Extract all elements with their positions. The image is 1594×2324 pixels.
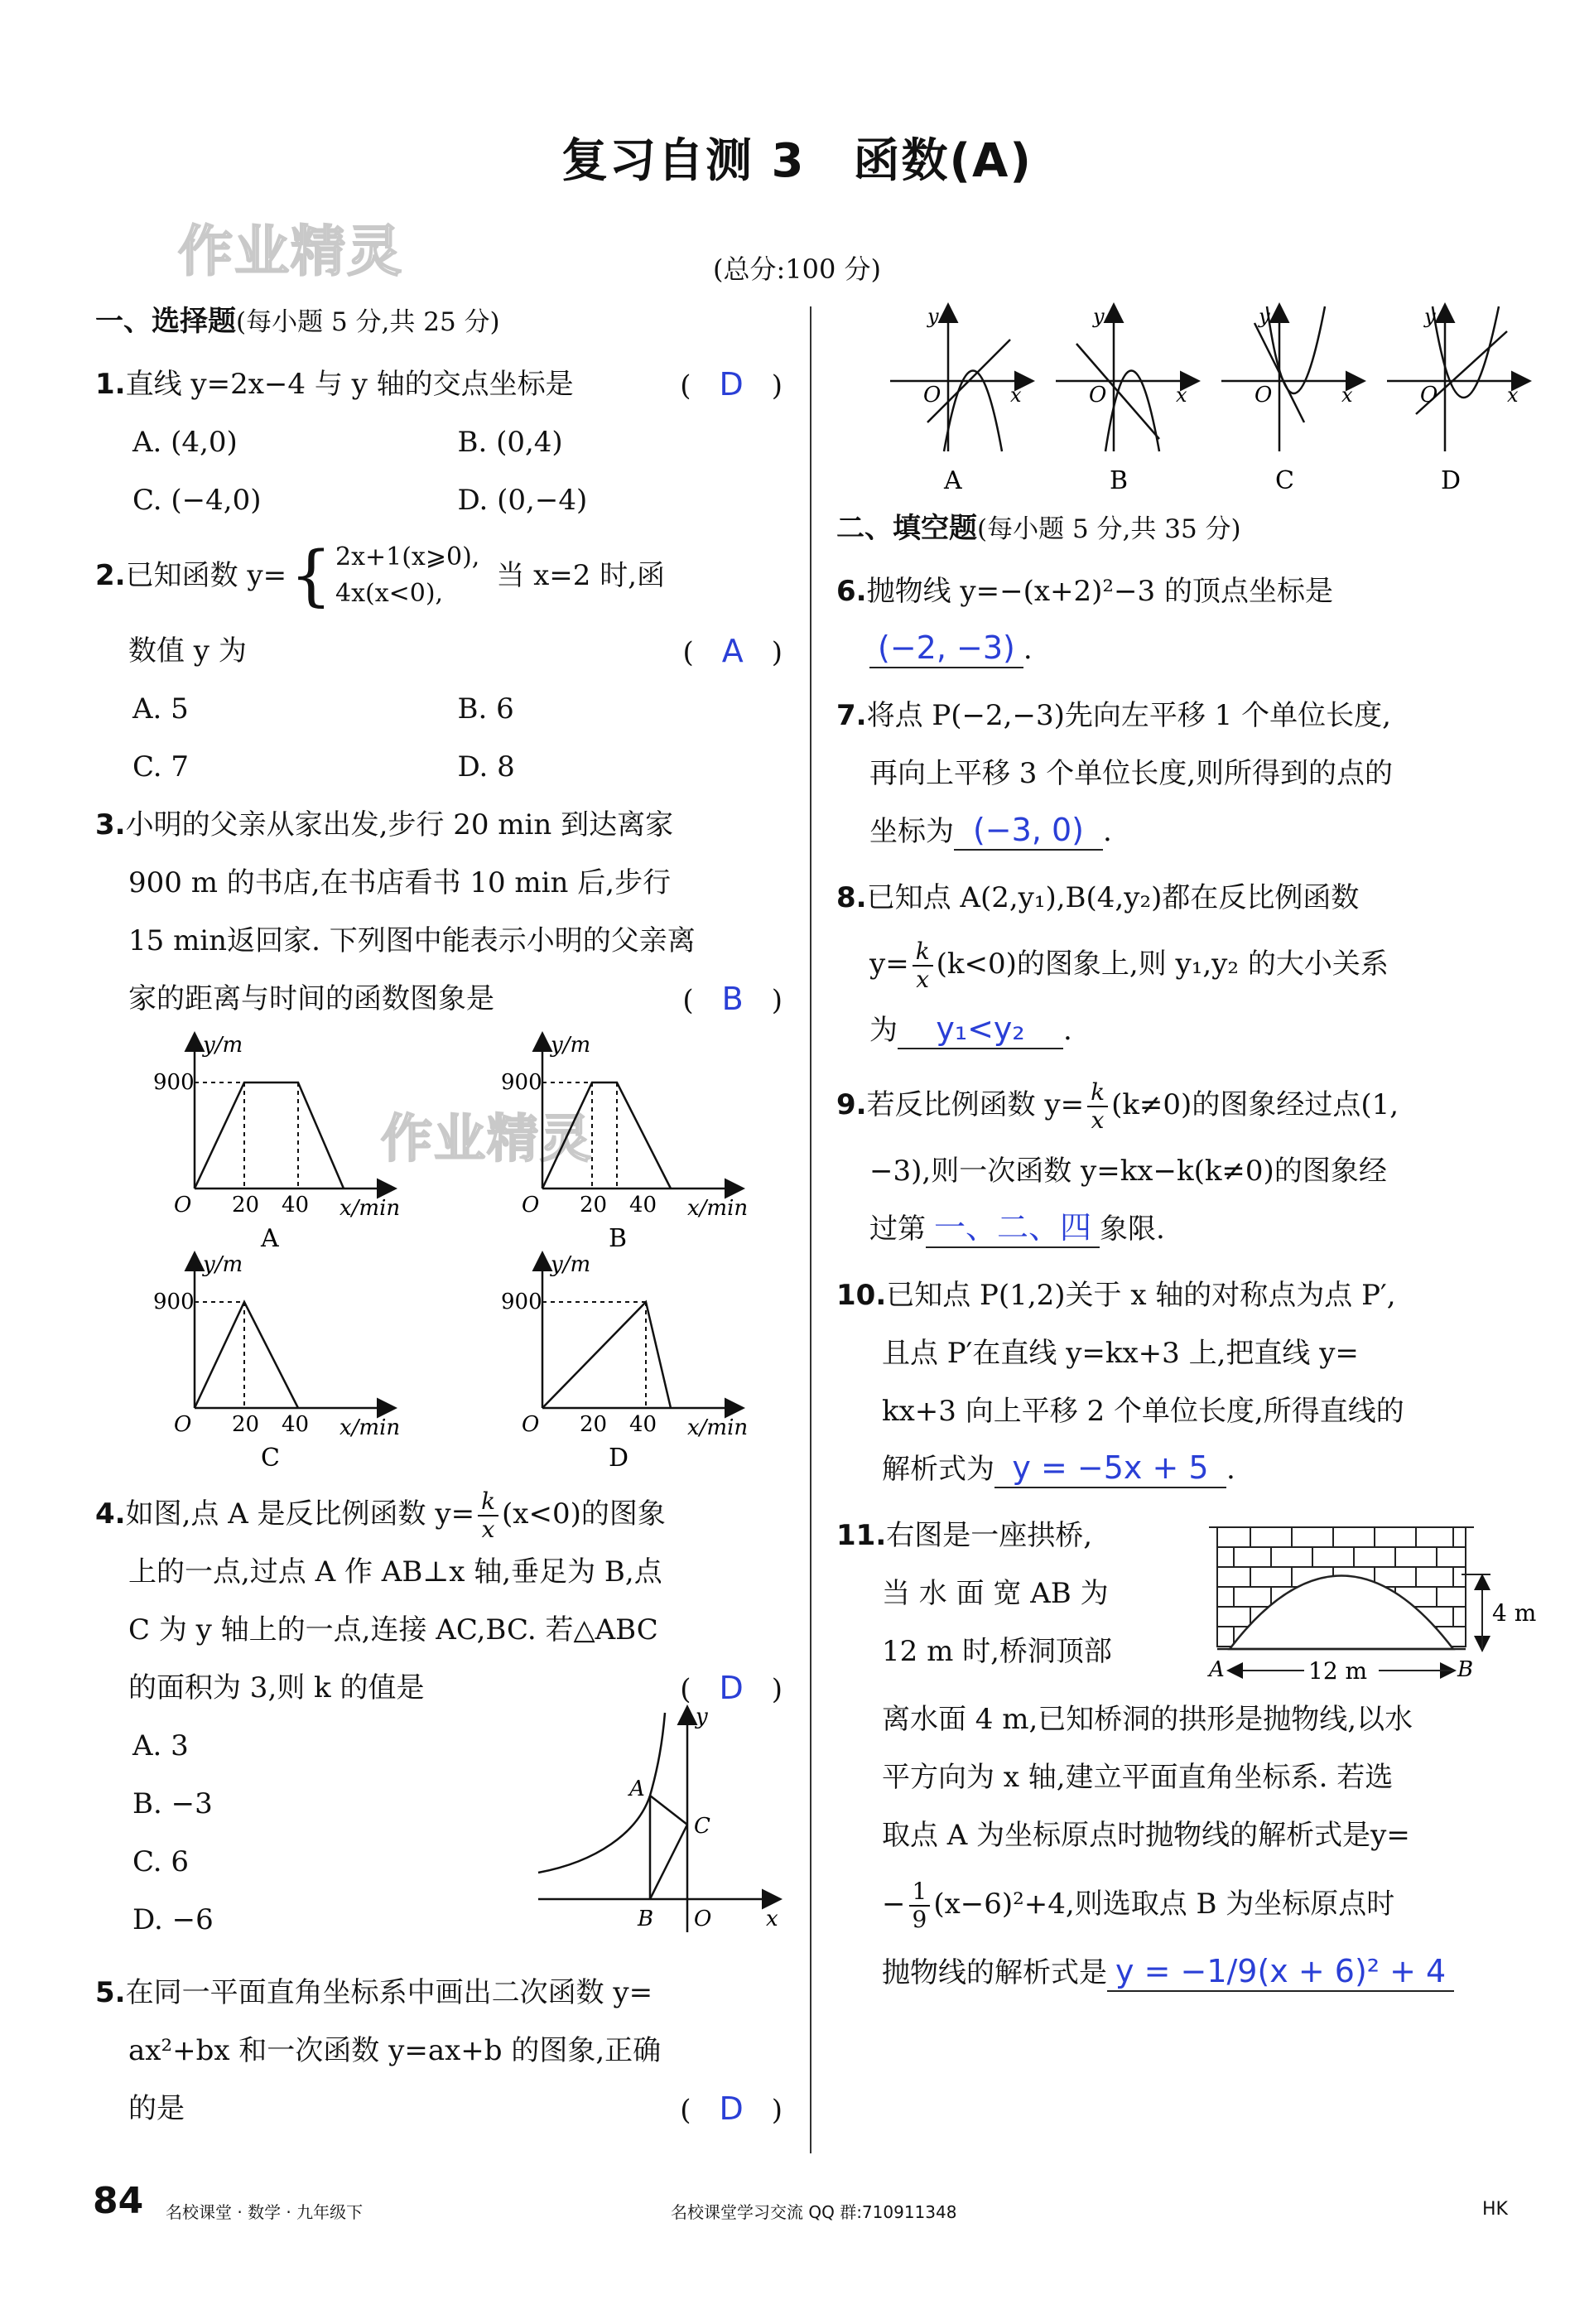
question-text: 已知函数 y= (125, 559, 287, 592)
svg-text:x/min: x/min (687, 1415, 749, 1440)
svg-text:900: 900 (153, 1070, 195, 1095)
svg-text:O: O (174, 1412, 192, 1437)
edition-tag: HK (1482, 2199, 1508, 2220)
svg-text:A: A (944, 466, 962, 495)
question-text: 右图是一座拱桥, (886, 1519, 1093, 1552)
answer: B (721, 981, 744, 1017)
answer-bracket: ( D ) (680, 366, 783, 403)
question-text: 已知点 P(1,2)关于 x 轴的对称点为点 P′, (886, 1279, 1396, 1312)
svg-text:20: 20 (232, 1412, 260, 1437)
svg-text:x: x (1010, 383, 1022, 407)
answer-bracket: ( A ) (682, 633, 783, 669)
answer-bracket: ( D ) (680, 2090, 783, 2127)
svg-text:D: D (1441, 466, 1462, 495)
case-2: 4x(x<0), (335, 579, 444, 608)
q5-graphs (886, 298, 1582, 497)
svg-text:y: y (1424, 305, 1436, 328)
option-b: B. (0,4) (457, 426, 563, 459)
column-divider (810, 306, 811, 2153)
question-text: 已知点 A(2,y₁),B(4,y₂)都在反比例函数 (866, 881, 1360, 914)
question-number: 4. (95, 1497, 126, 1531)
question-9-answer-line: 过第 一、二、四 象限. (836, 1200, 1532, 1258)
question-number: 7. (836, 699, 867, 732)
svg-text:y: y (927, 305, 939, 328)
question-number: 6. (836, 575, 867, 608)
total-score: (总分:100 分) (712, 253, 881, 285)
svg-text:O: O (923, 383, 941, 407)
question-text: 直线 y=2x−4 与 y 轴的交点坐标是 (125, 368, 574, 401)
q5-graph-a (890, 305, 1031, 495)
svg-text:900: 900 (501, 1290, 542, 1314)
piecewise-cases (335, 539, 479, 612)
section-choice-title: 一、选择题(每小题 5 分,共 25 分) (95, 305, 500, 338)
question-text: 再向上平移 3 个单位长度,则所得到的点的 (869, 757, 1394, 790)
graph-b (501, 1033, 748, 1253)
svg-text:20: 20 (580, 1412, 608, 1437)
svg-text:x: x (1176, 383, 1187, 407)
question-5 (95, 1964, 783, 2022)
svg-text:40: 40 (282, 1412, 310, 1437)
question-11-answer-line: 抛物线的解析式是 y = −1/9(x + 6)² + 4 (836, 1944, 1532, 2002)
svg-text:y: y (696, 1704, 708, 1729)
svg-text:x: x (1507, 383, 1519, 407)
question-text: 抛物线 y=−(x+2)²−3 的顶点坐标是 (866, 575, 1333, 608)
svg-text:y/m: y/m (203, 1033, 243, 1058)
question-text: 12 m 时,桥洞顶部 (882, 1635, 1112, 1668)
svg-text:20: 20 (580, 1193, 608, 1217)
question-text: 离水面 4 m,已知桥洞的拱形是抛物线,以水 (882, 1703, 1413, 1736)
svg-text:40: 40 (629, 1412, 657, 1437)
question-text: 平方向为 x 轴,建立平面直角坐标系. 若选 (882, 1761, 1394, 1794)
question-text: 小明的父亲从家出发,步行 20 min 到达离家 (125, 808, 674, 841)
question-6 (836, 562, 1532, 620)
q5-graph-b (1056, 305, 1197, 495)
svg-text:O: O (1254, 383, 1273, 407)
question-3-last-line (95, 970, 783, 1028)
fraction: $\frac{k}{x}$ (478, 1488, 498, 1543)
question-text: 且点 P′在直线 y=kx+3 上,把直线 y= (882, 1337, 1359, 1370)
question-text: ax²+bx 和一次函数 y=ax+b 的图象,正确 (128, 2034, 662, 2067)
svg-text:B: B (1110, 466, 1129, 495)
svg-text:900: 900 (153, 1290, 195, 1314)
answer-blank: (−3, 0) (954, 811, 1103, 851)
svg-text:y/m: y/m (551, 1033, 591, 1058)
svg-text:40: 40 (629, 1193, 657, 1217)
question-text: 当 x=2 时,函 (496, 559, 666, 592)
fraction: $\frac{k}{x}$ (913, 938, 933, 993)
svg-text:x: x (1341, 383, 1353, 407)
answer-blank: y₁<y₂ (898, 1010, 1063, 1049)
option-d: D. −6 (132, 1903, 214, 1936)
section-fill-title: 二、填空题(每小题 5 分,共 35 分) (836, 512, 1241, 545)
question-text: 的面积为 3,则 k 的值是 (128, 1671, 425, 1704)
question-text: −3),则一次函数 y=kx−k(k≠0)的图象经 (869, 1155, 1387, 1188)
question-8 (836, 869, 1532, 927)
svg-text:4 m: 4 m (1492, 1599, 1537, 1627)
page-title: 复习自测 3 函数(A) (561, 134, 1033, 188)
svg-text:C: C (694, 1814, 710, 1839)
option-b: B. 6 (457, 692, 514, 726)
answer-bracket: ( B ) (682, 981, 783, 1017)
option-d: D. 8 (457, 750, 515, 784)
question-8-line-2: y= $\frac{k}{x}$ (k<0)的图象上,则 y₁,y₂ 的大小关系 (869, 938, 1389, 993)
question-number: 5. (95, 1976, 126, 2009)
question-4 (95, 1485, 783, 1543)
question-text: 15 min返回家. 下列图中能表示小明的父亲离 (128, 924, 696, 957)
svg-text:O: O (522, 1412, 540, 1437)
question-number: 11. (836, 1519, 887, 1552)
question-10 (836, 1266, 1532, 1324)
option-b: B. −3 (132, 1787, 213, 1820)
question-11 (836, 1507, 1537, 2002)
book-name: 名校课堂 · 数学 · 九年级下 (166, 2202, 364, 2222)
svg-text:O: O (1089, 383, 1107, 407)
svg-text:x: x (766, 1907, 778, 1931)
answer: D (719, 1670, 744, 1706)
question-text: 900 m 的书店,在书店看书 10 min 后,步行 (128, 866, 672, 899)
left-column (95, 298, 783, 2138)
option-a: A. (4,0) (132, 426, 238, 459)
question-8-answer-line: 为 y₁<y₂ . (836, 1001, 1532, 1059)
svg-text:D: D (609, 1444, 629, 1473)
svg-text:12 m: 12 m (1308, 1657, 1368, 1685)
question-number: 2. (95, 559, 126, 592)
graph-d (501, 1252, 748, 1473)
question-6-answer-line: (−2, −3) . (836, 620, 1532, 678)
options-row (95, 680, 783, 738)
question-text: 的是 (128, 2092, 185, 2125)
graph-c (153, 1252, 400, 1473)
answer-blank: 一、二、四 (926, 1208, 1100, 1248)
question-text: (x<0)的图象 (502, 1497, 666, 1531)
svg-text:A: A (629, 1777, 645, 1801)
question-text: 家的距离与时间的函数图象是 (128, 982, 494, 1015)
options-row (95, 471, 783, 529)
answer-blank: y = −5x + 5 (994, 1449, 1226, 1488)
q5-graph-c (1221, 305, 1362, 495)
watermark-top: 作业精灵 (178, 219, 403, 283)
graph-a (153, 1033, 400, 1253)
question-1 (95, 355, 783, 413)
question-text: 当 水 面 宽 AB 为 (882, 1577, 1109, 1610)
answer-bracket: ( D ) (680, 1670, 783, 1706)
svg-text:B: B (638, 1907, 654, 1931)
svg-text:O: O (522, 1193, 540, 1217)
answer: D (719, 2090, 744, 2127)
option-c: C. (−4,0) (132, 484, 262, 517)
question-7-answer-line: 坐标为 (−3, 0) . (836, 803, 1532, 861)
svg-text:20: 20 (232, 1193, 260, 1217)
question-7 (836, 687, 1532, 745)
piecewise-brace: { (290, 537, 332, 614)
case-1: 2x+1(x⩾0), (335, 542, 480, 571)
question-text: 在同一平面直角坐标系中画出二次函数 y= (125, 1976, 653, 2009)
options-row (95, 413, 783, 471)
q5-graph-d (1387, 305, 1528, 495)
question-number: 1. (95, 368, 126, 401)
svg-text:A: A (261, 1224, 279, 1253)
question-10-answer-line: 解析式为 y = −5x + 5 . (836, 1440, 1532, 1498)
fraction: $\frac{k}{x}$ (1087, 1079, 1108, 1134)
question-2-line-2 (95, 622, 783, 680)
svg-text:O: O (1420, 383, 1438, 407)
option-a: A. 5 (132, 692, 189, 726)
svg-text:y/m: y/m (203, 1252, 243, 1277)
question-9: 9.若反比例函数 y= $\frac{k}{x}$ (k≠0)的图象经过点(1, (836, 1078, 1399, 1134)
svg-text:O: O (694, 1907, 712, 1931)
question-3 (95, 796, 783, 854)
q3-graphs (95, 1031, 783, 1478)
question-number: 8. (836, 881, 867, 914)
option-c: C. 6 (132, 1845, 190, 1878)
question-5-last-line (95, 2080, 783, 2138)
answer-blank: y = −1/9(x + 6)² + 4 (1107, 1952, 1454, 1992)
question-text: 数值 y 为 (128, 634, 247, 668)
svg-text:C: C (261, 1444, 280, 1473)
question-text: 上的一点,过点 A 作 AB⊥x 轴,垂足为 B,点 (128, 1555, 662, 1589)
svg-text:x/min: x/min (340, 1196, 401, 1221)
option-a: A. 3 (132, 1729, 189, 1762)
answer-blank: (−2, −3) (869, 629, 1023, 668)
question-2 (95, 539, 783, 612)
svg-text:y: y (1259, 305, 1270, 328)
question-text: 如图,点 A 是反比例函数 y= (125, 1497, 475, 1531)
q4-figure (530, 1700, 795, 1941)
right-column (836, 298, 1537, 2002)
svg-text:O: O (174, 1193, 192, 1217)
svg-text:C: C (1275, 466, 1294, 495)
options-row (95, 738, 783, 796)
answer: A (721, 633, 744, 669)
svg-text:A: A (1209, 1657, 1225, 1682)
fraction: $\frac{1}{9}$ (909, 1878, 931, 1933)
bridge-figure (1201, 1507, 1557, 1705)
svg-text:900: 900 (501, 1070, 542, 1095)
qq-group: 名校课堂学习交流 QQ 群:710911348 (671, 2202, 957, 2222)
question-text: C 为 y 轴上的一点,连接 AC,BC. 若△ABC (128, 1613, 658, 1647)
answer: D (719, 366, 744, 403)
svg-text:B: B (609, 1224, 628, 1253)
svg-text:x/min: x/min (687, 1196, 749, 1221)
question-number: 3. (95, 808, 126, 841)
page-number: 84 (93, 2180, 144, 2222)
question-11-fraction-line: − $\frac{1}{9}$ (x−6)²+4,则选取点 B 为坐标原点时 (882, 1878, 1395, 1933)
question-text: kx+3 向上平移 2 个单位长度,所得直线的 (882, 1395, 1404, 1428)
option-d: D. (0,−4) (457, 484, 588, 517)
svg-text:x/min: x/min (340, 1415, 401, 1440)
question-number: 9. (836, 1088, 867, 1121)
watermark-middle: 作业精灵 (381, 1108, 594, 1169)
question-number: 10. (836, 1279, 887, 1312)
option-c: C. 7 (132, 750, 190, 784)
svg-text:40: 40 (282, 1193, 310, 1217)
q4-options-and-figure (95, 1704, 783, 1949)
svg-text:B: B (1457, 1657, 1474, 1682)
question-text: 将点 P(−2,−3)先向左平移 1 个单位长度, (866, 699, 1391, 732)
svg-text:y/m: y/m (551, 1252, 591, 1277)
svg-text:y: y (1093, 305, 1105, 328)
question-text: 取点 A 为坐标原点时抛物线的解析式是y= (882, 1819, 1410, 1852)
